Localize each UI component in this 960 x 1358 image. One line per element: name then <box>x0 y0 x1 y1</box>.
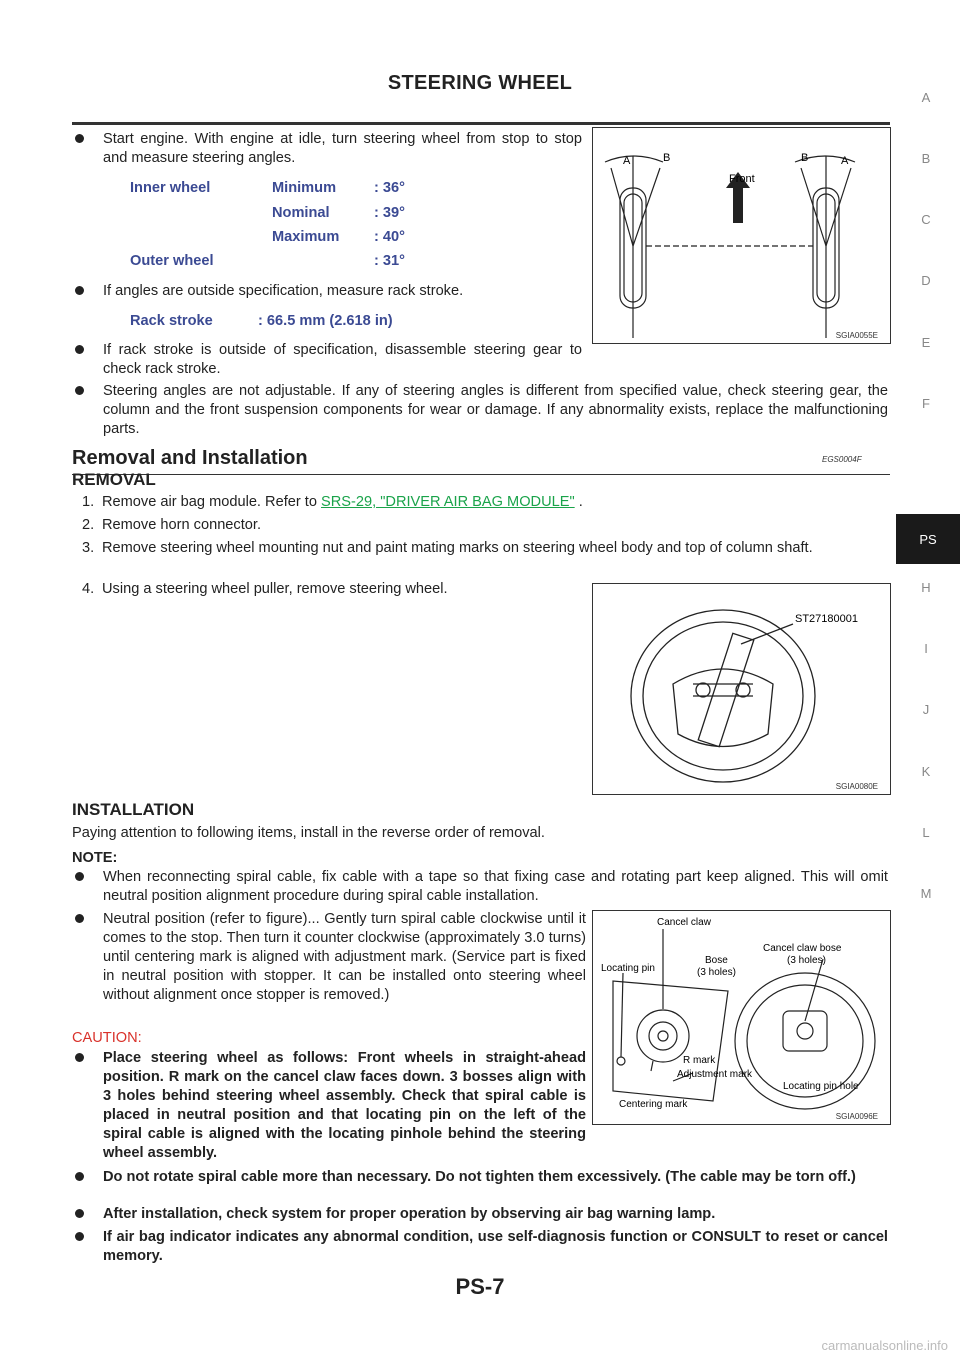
bullet-dot <box>75 914 84 923</box>
srs-29-link[interactable]: SRS-29, "DRIVER AIR BAG MODULE" <box>321 494 575 510</box>
spec-value-minimum: : 36° <box>374 180 405 196</box>
figure-wheel-puller <box>592 583 891 795</box>
side-index-i[interactable]: I <box>924 641 928 656</box>
section-title: Removal and Installation <box>72 447 308 469</box>
side-index-m[interactable]: M <box>920 886 932 901</box>
bullet-outside-spec: If angles are outside specification, measure rack stroke. <box>76 282 582 301</box>
side-index-f[interactable]: F <box>922 396 930 411</box>
fig2-tool-label: ST27180001 <box>795 613 858 625</box>
bullet-rack-stroke: If rack stroke is outside of specification, disassemble steering gear to check rack stroke. <box>76 341 582 379</box>
removal-step-3: 3. Remove steering wheel mounting nut and paint mating marks on steering wheel body and top of column shaft. <box>82 540 813 556</box>
figure-code: SGIA0080E <box>835 782 878 791</box>
step-number: 4. <box>82 581 95 597</box>
bullet-dot <box>75 1053 84 1062</box>
removal-step-2: 2. Remove horn connector. <box>82 517 261 533</box>
spec-sub-maximum: Maximum <box>272 229 340 245</box>
removal-step-4: 4. Using a steering wheel puller, remove steering wheel. <box>82 581 448 597</box>
bullet-dot <box>75 286 84 295</box>
removal-heading: REMOVAL <box>72 470 156 489</box>
bullet-dot <box>75 386 84 395</box>
spec-value-outer: : 31° <box>374 253 405 269</box>
side-index-j[interactable]: J <box>922 702 930 717</box>
removal-step-1: 1. Remove air bag module. Refer to SRS-29, "DRIVER AIR BAG MODULE" . <box>82 494 583 510</box>
section-code: EGS0004F <box>822 455 862 464</box>
section-rule <box>72 474 890 475</box>
bullet-dot <box>75 345 84 354</box>
caution-label: CAUTION: <box>72 1030 142 1046</box>
label-locating-pin: Locating pin <box>601 963 655 974</box>
wheel-puller-diagram <box>593 584 890 794</box>
side-index-b[interactable]: B <box>921 151 931 166</box>
spiral-cable-diagram <box>593 911 890 1124</box>
installation-heading: INSTALLATION <box>72 800 195 819</box>
caution-bullet-1: Place steering wheel as follows: Front wheels in straight-ahead position. R mark on the cancel claw faces down. 3 bosses align with 3 holes behind steering wheel assembly. Check that spiral cable is placed in neutral position and that locating pin on the left of the spiral cable is aligned with the locating pinhole behind the steering wheel assembly. <box>76 1049 586 1163</box>
side-index-l[interactable]: L <box>922 825 930 840</box>
figure-code: SGIA0096E <box>835 1112 878 1121</box>
spec-value-maximum: : 40° <box>374 229 405 245</box>
spec-label-inner: Inner wheel <box>130 180 211 196</box>
spec-label-outer: Outer wheel <box>130 253 214 269</box>
side-index-a[interactable]: A <box>921 90 931 105</box>
bullet-dot <box>75 134 84 143</box>
spec-value-nominal: : 39° <box>374 205 405 221</box>
fig1-label-b-left: B <box>663 152 671 164</box>
figure-code: SGIA0055E <box>835 331 878 340</box>
figure-steering-angles <box>592 127 891 344</box>
note-bullet: When reconnecting spiral cable, fix cable with a tape so that fixing case and rotating part keep aligned. This will omit neutral position alignment procedure during spiral cable installation. <box>76 868 888 906</box>
label-adjustment-mark: Adjustment mark <box>677 1069 753 1080</box>
spec-sub-nominal: Nominal <box>272 205 330 221</box>
bullet-dot <box>75 1172 84 1181</box>
watermark: carmanualsonline.info <box>821 1338 948 1353</box>
page-title: STEERING WHEEL <box>387 72 573 94</box>
side-index-h[interactable]: H <box>921 580 931 595</box>
rack-stroke-label: Rack stroke <box>130 313 213 329</box>
step-number: 2. <box>82 517 95 533</box>
header-rule <box>72 122 890 125</box>
label-r-mark: R mark <box>683 1055 716 1066</box>
label-bose-holes: (3 holes) <box>697 967 736 978</box>
spec-sub-minimum: Minimum <box>272 180 337 196</box>
side-index-k[interactable]: K <box>921 764 931 779</box>
fig1-label-b-right: B <box>801 152 809 164</box>
caution-bullet-2: Do not rotate spiral cable more than necessary. Do not tighten them excessively. (The cable may be torn off.) <box>76 1168 888 1187</box>
side-index-d[interactable]: D <box>921 273 931 288</box>
rack-stroke-value: : 66.5 mm (2.618 in) <box>258 313 393 329</box>
page-number: PS-7 <box>455 1274 505 1299</box>
label-centering-mark: Centering mark <box>619 1099 688 1110</box>
note-label: NOTE: <box>72 850 118 866</box>
label-locating-pin-hole: Locating pin hole <box>783 1081 859 1092</box>
caution-bullet-3: After installation, check system for proper operation by observing air bag warning lamp. <box>76 1205 888 1224</box>
label-cancel-claw: Cancel claw <box>657 917 711 928</box>
figure-spiral-cable <box>592 910 891 1125</box>
neutral-position-bullet: Neutral position (refer to figure)... Gently turn spiral cable clockwise until it comes to the stop. Then turn it counter clockwise (approximately 3.0 turns) until centering mark is aligned with adjustment mark. (Service part is fixed in neutral position with stopper. It can be installed onto steering wheel without alignment once stopper is removed.) <box>76 910 586 1005</box>
side-index-e[interactable]: E <box>921 335 931 350</box>
bullet-dot <box>75 1209 84 1218</box>
bullet-measure-angles: Start engine. With engine at idle, turn steering wheel from stop to stop and measure steering angles. <box>76 130 582 168</box>
installation-intro: Paying attention to following items, install in the reverse order of removal. <box>72 825 545 841</box>
bullet-dot <box>75 872 84 881</box>
step-number: 1. <box>82 494 95 510</box>
fig1-label-a-right: A <box>841 155 849 167</box>
fig1-label-front: Front <box>729 173 755 185</box>
bullet-dot <box>75 1232 84 1241</box>
caution-bullet-4: If air bag indicator indicates any abnormal condition, use self-diagnosis function or CONSULT to reset or cancel memory. <box>76 1228 888 1266</box>
steering-angle-diagram <box>593 128 890 343</box>
label-ccb-holes: (3 holes) <box>787 955 826 966</box>
side-index-ps-active[interactable]: PS <box>896 514 960 564</box>
label-bose: Bose <box>705 955 728 966</box>
step-number: 3. <box>82 540 95 556</box>
bullet-not-adjustable: Steering angles are not adjustable. If any of steering angles is different from specified value, check steering gear, the column and the front suspension components for wear or damage. If any abnormality exists, replace the malfunctioning parts. <box>76 382 888 439</box>
fig1-label-a-left: A <box>623 155 631 167</box>
side-index-c[interactable]: C <box>921 212 931 227</box>
label-cancel-claw-bose: Cancel claw bose <box>763 943 842 954</box>
